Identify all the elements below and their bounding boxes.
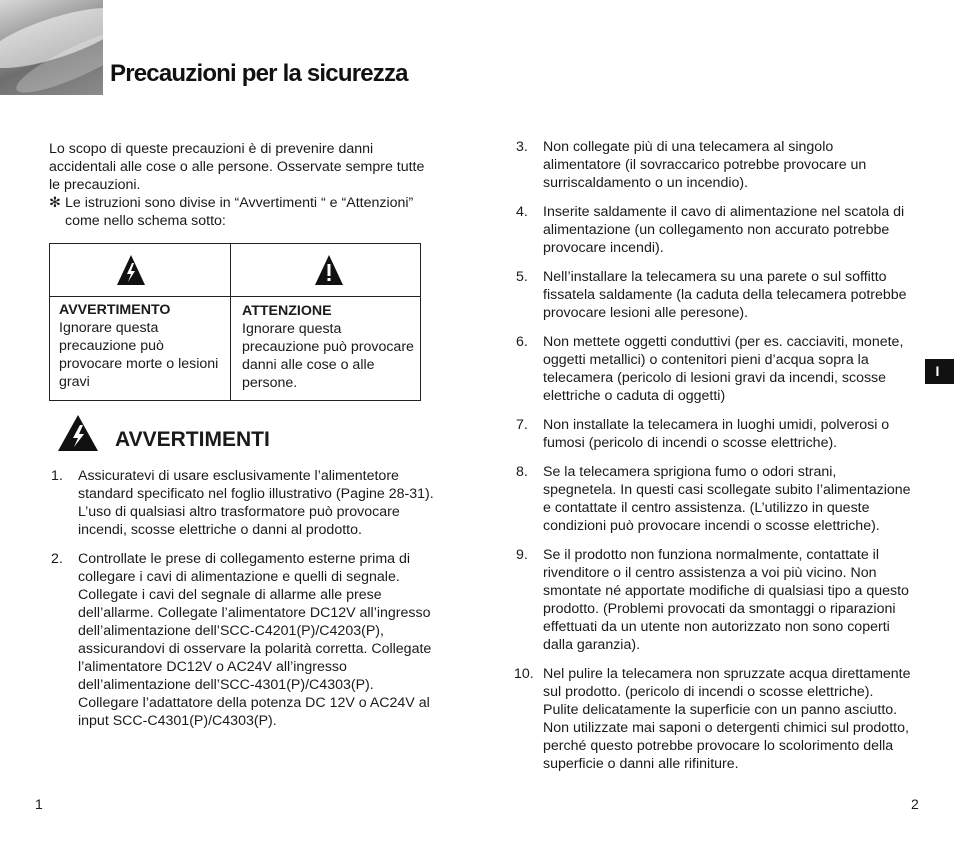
- page-number-right: 2: [911, 796, 919, 812]
- intro-note: [49, 194, 439, 230]
- page-number-left: 1: [35, 796, 43, 812]
- list-item: [516, 546, 911, 654]
- item-number: 1.: [51, 468, 63, 484]
- list-item: [516, 268, 911, 322]
- item-number: 6.: [516, 334, 528, 350]
- item-text: Non collegate più di una telecamera al singolo alimentatore (il sovraccarico potrebbe provocare un surriscaldamento o un incendio).: [543, 139, 867, 191]
- item-number: 4.: [516, 204, 528, 220]
- note-symbol: ✻: [49, 195, 61, 211]
- list-item: [51, 467, 436, 539]
- item-text: Nel pulire la telecamera non spruzzate acqua direttamente sul prodotto. (pericolo di incendi o scosse elettriche). Pulite delicatamente la superficie con un panno asciutto. Non utilizzate mai saponi o detergenti chimici sul prodotto, perché questo potrebbe provocare lo scolorimento della superficie o danni alle rifiniture.: [543, 666, 911, 772]
- item-number: 8.: [516, 464, 528, 480]
- caution-text: Ignorare questa precauzione può provocare danni alle cose o alle persone.: [242, 321, 414, 391]
- section-tab-marker: I: [925, 359, 954, 384]
- item-text: Non mettete oggetti conduttivi (per es. cacciaviti, monete, oggetti metallici) o contenitori pieni d’acqua sopra la telecamera (pericolo di lesioni gravi da incendi, scosse elettriche o caduta di oggetti): [543, 334, 904, 404]
- item-number: 7.: [516, 417, 528, 433]
- item-text: Inserite saldamente il cavo di alimentazione nel scatola di alimentazione (un collegamento non accurato potrebbe provocare incendi).: [543, 204, 905, 256]
- page-title: Precauzioni per la sicurezza: [110, 60, 408, 87]
- list-item: [516, 203, 911, 257]
- caution-cell: [242, 302, 417, 392]
- item-number: 2.: [51, 551, 63, 567]
- header-photo: [0, 0, 103, 95]
- warning-section-icon: [57, 414, 99, 452]
- intro-block: [49, 140, 439, 230]
- list-item: [516, 138, 911, 192]
- list-item: [516, 416, 911, 452]
- item-text: Controllate le prese di collegamento esterne prima di collegare i cavi di alimentazione e quelli di segnale. Collegate i cavi del segnale di allarme alle prese dell’allarme. Collegate l’alimentatore DC12V all’ingresso dell’alimentazione dell’SCC-C4201(P)/C4203(P), assicurandovi di osservare la polarità corretta. Collegate l’alimentatore DC12V o AC24V all’ingresso dell’alimentazione dell’SCC-4301(P)/C4303(P).: [78, 551, 432, 693]
- legend-table: [49, 243, 421, 401]
- warning-head: AVVERTIMENTO: [59, 302, 171, 318]
- note-text: Le istruzioni sono divise in “Avvertimenti “ e “Attenzioni” come nello schema sotto:: [65, 195, 414, 229]
- item-extra-text: Collegare l’adattatore della potenza DC 12V o AC24V al input SCC-C4301(P)/C4303(P).: [78, 695, 430, 729]
- list-item: [51, 550, 436, 730]
- item-text: Se la telecamera sprigiona fumo o odori strani, spegnetela. In questi casi scollegate subito l’alimentazione e contattate il centro assistenza. (L’utilizzo in queste condizioni può provocare incendi o scosse elettriche).: [543, 464, 911, 534]
- item-number: 10.: [514, 666, 534, 682]
- item-text: Non installate la telecamera in luoghi umidi, polverosi o fumosi (pericolo di incendi o scosse elettriche).: [543, 417, 890, 451]
- lightning-triangle-icon: [116, 254, 146, 286]
- item-text: Assicuratevi di usare esclusivamente l’alimentetore standard specificato nel foglio illustrativo (Pagine 28-31). L’uso di qualsiasi altro trasformatore può provocare incendi, scosse elettriche o danni al prodotto.: [78, 468, 434, 538]
- item-number: 9.: [516, 547, 528, 563]
- list-item: [516, 463, 911, 535]
- warning-cell: [59, 301, 225, 391]
- section-title: AVVERTIMENTI: [115, 428, 270, 451]
- left-warning-list: [51, 467, 436, 730]
- list-item: [516, 665, 911, 773]
- right-warning-list: [516, 138, 911, 773]
- item-text: Nell’installare la telecamera su una parete o sul soffitto fissatela saldamente (la caduta della telecamera potrebbe provocare lesioni alle peresone).: [543, 269, 907, 321]
- caution-head: ATTENZIONE: [242, 303, 332, 319]
- warning-text: Ignorare questa precauzione può provocare morte o lesioni gravi: [59, 320, 219, 390]
- item-number: 3.: [516, 139, 528, 155]
- item-number: 5.: [516, 269, 528, 285]
- intro-text: Lo scopo di queste precauzioni è di prevenire danni accidentali alle cose o alle persone. Osservate sempre tutte le precauzioni.: [49, 141, 425, 193]
- exclamation-triangle-icon: [314, 254, 344, 286]
- list-item: [516, 333, 911, 405]
- item-text: Se il prodotto non funziona normalmente, contattate il rivenditore o il centro assistenza a voi più vicino. Non smontate né apportate modifiche di qualsiasi tipo a questo prodotto. (Problemi provocati da smontaggi o riparazioni effettuati da un utente non autorizzato non sono coperti dalla garanzia).: [543, 547, 909, 653]
